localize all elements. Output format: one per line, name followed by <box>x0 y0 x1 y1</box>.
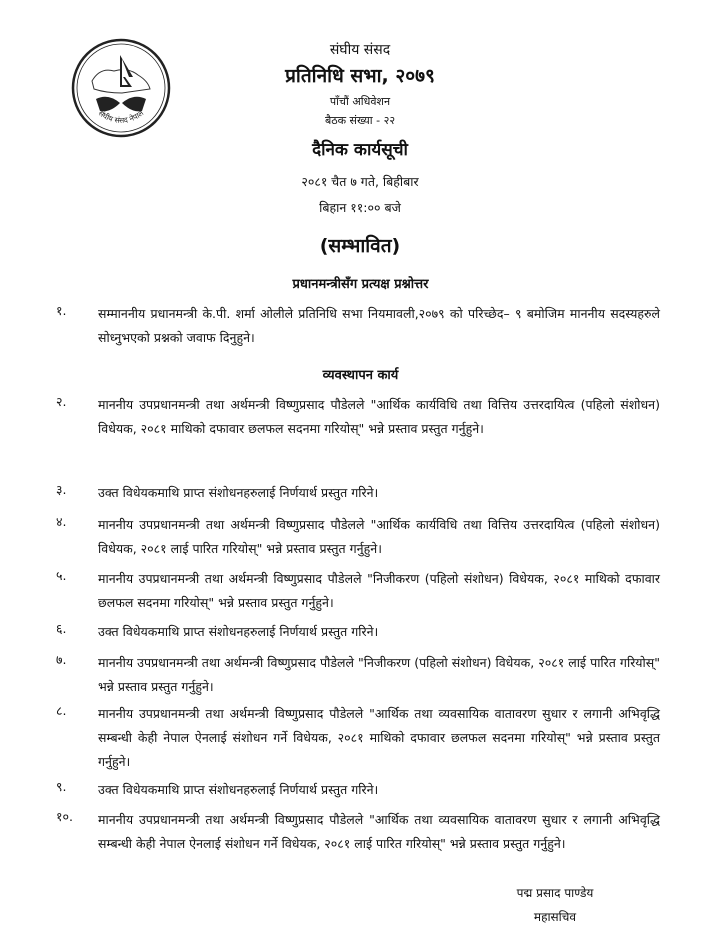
item-text: उक्त विधेयकमाथि प्राप्त संशोधनहरुलाई निर्णयार्थ प्रस्तुत गरिने। <box>98 624 379 639</box>
item-number: ४. <box>56 514 67 529</box>
item-text: उक्त विधेयकमाथि प्राप्त संशोधनहरुलाई निर्णयार्थ प्रस्तुत गरिने। <box>98 782 379 797</box>
item-number: ५. <box>56 568 67 583</box>
item-number: ८. <box>56 703 67 718</box>
tentative-label: (सम्भावित) <box>319 235 401 257</box>
house-title: प्रतिनिधि सभा, २०७९ <box>285 65 435 87</box>
svg-text:संघीय संसद नेपाल <box>97 108 146 125</box>
item-text: माननीय उपप्रधानमन्त्री तथा अर्थमन्त्री विष्णुप्रसाद पौडेलले "आर्थिक तथा व्यवसायिक वातावरण सुधार र लगानी अभिवृद्धि सम्बन्धी केही नेपाल ऐनलाई संशोधन गर्ने विधेयक, २०८१ लाई पारित गरियोस्" भन्ने प्रस्ताव प्रस्तुत गर्नुहुने। <box>98 812 660 851</box>
session-label: पाँचौं अधिवेशन <box>329 95 391 108</box>
item-text: माननीय उपप्रधानमन्त्री तथा अर्थमन्त्री विष्णुप्रसाद पौडेलले "निजीकरण (पहिलो संशोधन) विधेयक, २०८१ माथिको दफावार छलफल सदनमा गरियोस्" भन्ने प्रस्ताव प्रस्तुत गर्नुहुने। <box>98 571 660 610</box>
item-number: ९. <box>56 779 67 794</box>
meeting-date: २०८१ चैत ७ गते, बिहीबार <box>301 174 419 189</box>
item-number: २. <box>56 394 67 409</box>
item-text: माननीय उपप्रधानमन्त्री तथा अर्थमन्त्री विष्णुप्रसाद पौडेलले "आर्थिक तथा व्यवसायिक वातावरण सुधार र लगानी अभिवृद्धि सम्बन्धी केही नेपाल ऐनलाई संशोधन गर्ने विधेयक, २०८१ माथिको दफावार छलफल सदनमा गरियोस्" भन्ने प्रस्ताव प्रस्तुत गर्नुहुने। <box>98 706 660 769</box>
item-number: १०. <box>56 809 73 824</box>
item-text: माननीय उपप्रधानमन्त्री तथा अर्थमन्त्री विष्णुप्रसाद पौडेलले "निजीकरण (पहिलो संशोधन) विधेयक, २०८१ लाई पारित गरियोस्" भन्ने प्रस्ताव प्रस्तुत गर्नुहुने। <box>98 655 660 694</box>
section-heading-legislative: व्यवस्थापन कार्य <box>322 368 399 383</box>
item-text: उक्त विधेयकमाथि प्राप्त संशोधनहरुलाई निर्णयार्थ प्रस्तुत गरिने। <box>98 485 379 500</box>
parliament-emblem-logo <box>70 37 172 139</box>
item-text: माननीय उपप्रधानमन्त्री तथा अर्थमन्त्री विष्णुप्रसाद पौडेलले "आर्थिक कार्यविधि तथा वित्तिय उत्तरदायित्व (पहिलो संशोधन) विधेयक, २०८१ लाई पारित गरियोस्" भन्ने प्रस्ताव प्रस्तुत गर्नुहुने। <box>98 517 660 556</box>
signatory-name: पद्म प्रसाद पाण्डेय <box>516 886 594 900</box>
meeting-time: बिहान ११:०० बजे <box>319 200 401 215</box>
signatory-title: महासचिव <box>533 910 577 924</box>
item-text: माननीय उपप्रधानमन्त्री तथा अर्थमन्त्री विष्णुप्रसाद पौडेलले "आर्थिक कार्यविधि तथा वित्तिय उत्तरदायित्व (पहिलो संशोधन) विधेयक, २०८१ माथिको दफावार छलफल सदनमा गरियोस्" भन्ने प्रस्ताव प्रस्तुत गर्नुहुने। <box>98 397 660 436</box>
agenda-title: दैनिक कार्यसूची <box>312 140 408 160</box>
section-heading-qa: प्रधानमन्त्रीसँग प्रत्यक्ष प्रश्नोत्तर <box>292 277 429 292</box>
item-text: सम्माननीय प्रधानमन्त्री के.पी. शर्मा ओलीले प्रतिनिधि सभा नियमावली,२०७९ को परिच्छेद– ९ बमोजिम माननीय सदस्यहरुले सोध्नुभएको प्रश्नको जवाफ दिनुहुने। <box>98 306 660 345</box>
logo-caption: संघीय संसद नेपाल <box>96 108 146 125</box>
item-number: ३. <box>56 482 67 497</box>
item-number: ७. <box>56 652 67 667</box>
item-number: ६. <box>56 621 67 636</box>
meeting-number: बैठक संख्या - २२ <box>324 114 396 127</box>
parliament-name: संघीय संसद <box>329 42 391 58</box>
item-number: १. <box>56 303 67 318</box>
